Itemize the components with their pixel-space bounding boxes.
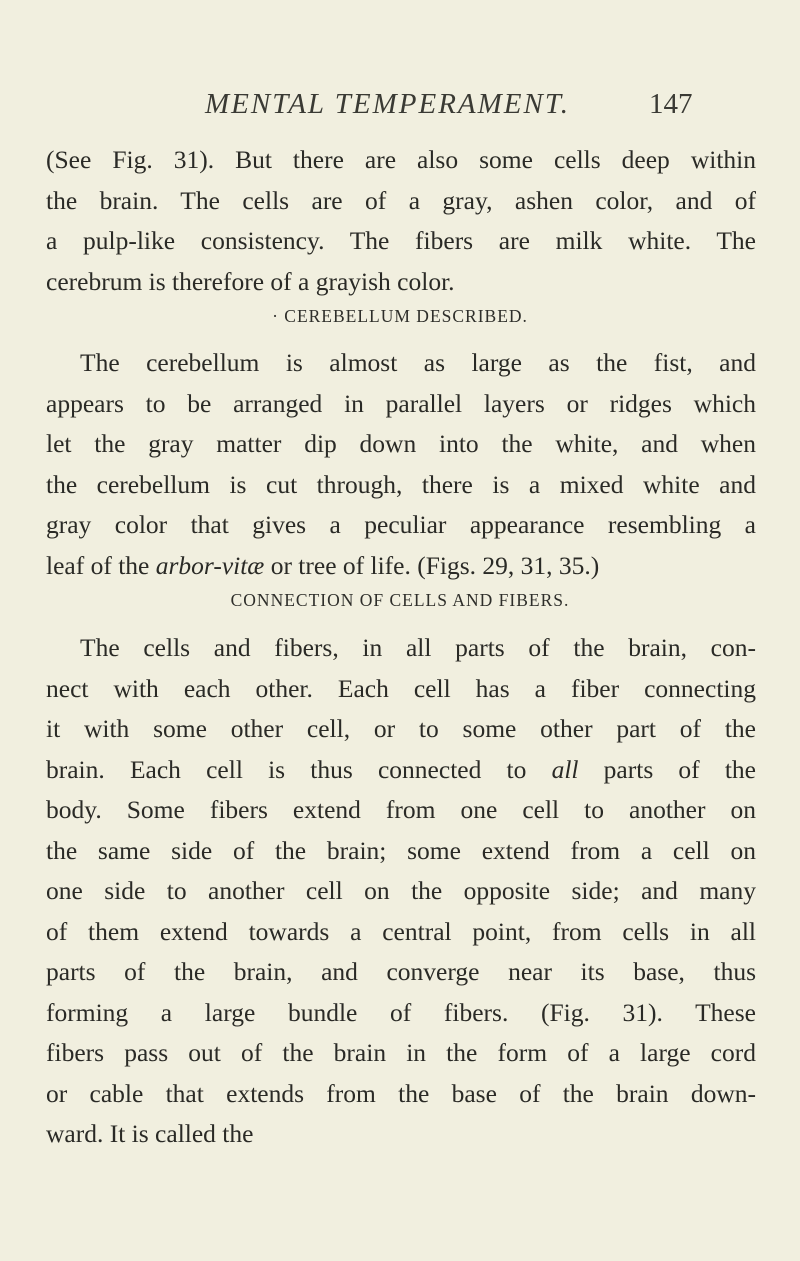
text-fragment: leaf of the	[46, 550, 156, 580]
running-title: MENTAL TEMPERAMENT.	[205, 88, 571, 120]
text-line	[46, 750, 756, 791]
section-heading-cerebellum: · CEREBELLUM DESCRIBED.	[272, 306, 528, 326]
text-line: appears to be arranged in parallel layers or ridges which	[46, 388, 756, 418]
text-line: cerebrum is therefore of a grayish color.	[46, 266, 455, 296]
text-line: the same side of the brain; some extend from a cell on	[46, 835, 756, 865]
text-line: one side to another cell on the opposite side; and many	[46, 876, 756, 905]
text-line: parts of the brain, and converge near its base, thus	[46, 957, 756, 986]
text-line: it with some other cell, or to some other part of the	[46, 714, 756, 743]
text-line: ward. It is called the	[46, 1119, 254, 1148]
text-line: forming a large bundle of fibers. (Fig. 31). These	[46, 997, 756, 1027]
paragraph-brain-cells	[46, 140, 756, 302]
text-line: The cells and fibers, in all parts of the brain, con-	[80, 633, 756, 662]
text-line: of them extend towards a central point, from cells in all	[46, 916, 756, 946]
text-line: a pulp-like consistency. The fibers are milk white. The	[46, 226, 756, 255]
text-line: the brain. The cells are of a gray, ashen color, and of	[46, 185, 756, 215]
section-heading-connection: CONNECTION OF CELLS AND FIBERS.	[230, 590, 570, 610]
text-line	[46, 546, 756, 587]
text-line: nect with each other. Each cell has a fiber connecting	[46, 673, 756, 703]
text-line: fibers pass out of the brain in the form of a large cord	[46, 1038, 756, 1067]
page-number: 147	[649, 88, 693, 120]
page-header	[0, 88, 800, 128]
text-line: let the gray matter dip down into the white, and when	[46, 429, 756, 458]
text-fragment: or tree of life. (Figs. 29, 31, 35.)	[264, 550, 600, 580]
paragraph-connection	[46, 628, 756, 1155]
text-line: The cerebellum is almost as large as the fist, and	[80, 348, 756, 377]
italic-term: arbor-vitæ	[155, 550, 265, 580]
paragraph-cerebellum	[46, 343, 756, 586]
text-line: or cable that extends from the base of the brain down-	[46, 1078, 756, 1108]
text-line: body. Some fibers extend from one cell to another on	[46, 795, 756, 824]
text-line: (See Fig. 31). But there are also some cells deep within	[46, 145, 756, 174]
text-line: the cerebellum is cut through, there is a mixed white and	[46, 469, 756, 499]
text-fragment: parts of the	[578, 754, 757, 784]
text-line: gray color that gives a peculiar appearance resembling a	[46, 510, 756, 539]
text-fragment: brain. Each cell is thus connected to	[46, 754, 552, 784]
italic-term: all	[551, 754, 579, 784]
